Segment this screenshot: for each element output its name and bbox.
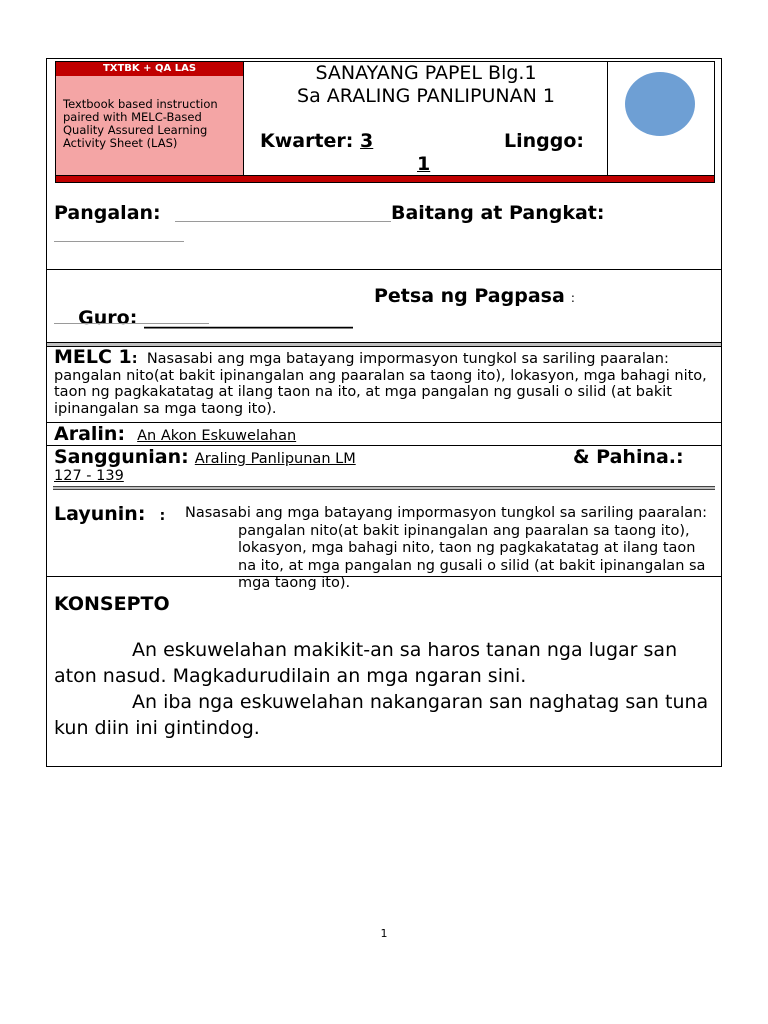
divider [47,576,721,577]
grade-section-underline[interactable] [54,241,184,242]
objective-text-wrap [93,505,709,593]
page-range-value: 127 - 139 [54,468,124,484]
worksheet-frame [46,58,722,767]
lesson-row [54,423,296,445]
worksheet-header [55,61,715,175]
reference-label: Sanggunian: [54,446,189,468]
concept-paragraph-1: An eskuwelahan makikit-an sa haros tanan nga lugar san aton nasud. Magkadurudilain an mga ngaran sini. [54,639,678,687]
teacher-blank[interactable]: ______________________ [137,307,353,329]
submission-date-label: Petsa ng Pagpasa [374,285,565,307]
page-number: 1 [380,927,388,940]
reference-value: Araling Panlipunan LM [194,451,356,467]
reference-row [54,446,356,468]
week-label: Linggo: [504,130,584,152]
quarter-label: Kwarter: [260,130,354,152]
submission-date-colon: : [570,291,575,305]
quarter-value: 3 [360,130,374,152]
week-value: 1 [417,153,431,175]
header-red-bar [55,175,715,183]
title-box [244,62,608,176]
program-description: Textbook based instruction paired with MELC-Based Quality Assured Learning Activity Sheet (LAS) [56,76,243,176]
worksheet-title: SANAYANG PAPEL Blg.1 [315,62,537,84]
submission-date-row [374,285,575,307]
logo-box [608,62,716,176]
name-label: Pangalan: [54,202,161,224]
melc-text: Nasasabi ang mga batayang impormasyon tungkol sa sariling paaralan: pangalan nito(at bakit ipinangalan ang paaralan sa taong ito), lokasyon, mga bahagi nito, taon ng pagkakatatag at ilang taon na ito, at mga pangalan ng gusali o silid (at bakit ipinangalan sa mga taong ito). [54,351,707,417]
melc-block [54,346,718,417]
submission-date-underline[interactable] [54,323,209,324]
concept-heading: KONSEPTO [54,593,170,615]
objective-label: Layunin: [54,503,146,525]
name-row [54,202,161,224]
concept-paragraph-2: An iba nga eskuwelahan nakangaran san naghatag san tuna kun diin ini gintindog. [54,691,709,739]
subject-title: Sa ARALING PANLIPUNAN 1 [297,85,555,107]
program-box [56,62,244,176]
melc-label: MELC 1 [54,346,132,368]
lesson-value: An Akon Eskuwelahan [137,428,297,444]
name-underline[interactable] [175,221,391,222]
quarter-field [260,130,373,152]
program-tag: TXTBK + QA LAS [56,62,243,76]
double-divider [47,342,721,347]
melc-colon: : [131,351,138,367]
grade-section-row [391,202,604,224]
objective-text: Nasasabi ang mga batayang impormasyon tungkol sa sariling paaralan: pangalan nito(at bakit ipinangalan ang paaralan sa taong ito), lokasyon, mga bahagi nito, taon ng pagkakatatag at ilang taon na ito, at mga pangalan ng gusali o silid (at bakit ipinangalan sa mga taong ito). [185,505,708,591]
teacher-label: Guro: [78,307,138,329]
lesson-label: Aralin: [54,423,126,445]
divider [47,269,721,270]
page-label: & Pahina.: [573,446,684,468]
school-logo-circle [625,72,695,136]
grade-section-label: Baitang at Pangkat: [391,202,605,224]
gray-divider [53,486,715,490]
objective-colon: : [159,508,166,524]
